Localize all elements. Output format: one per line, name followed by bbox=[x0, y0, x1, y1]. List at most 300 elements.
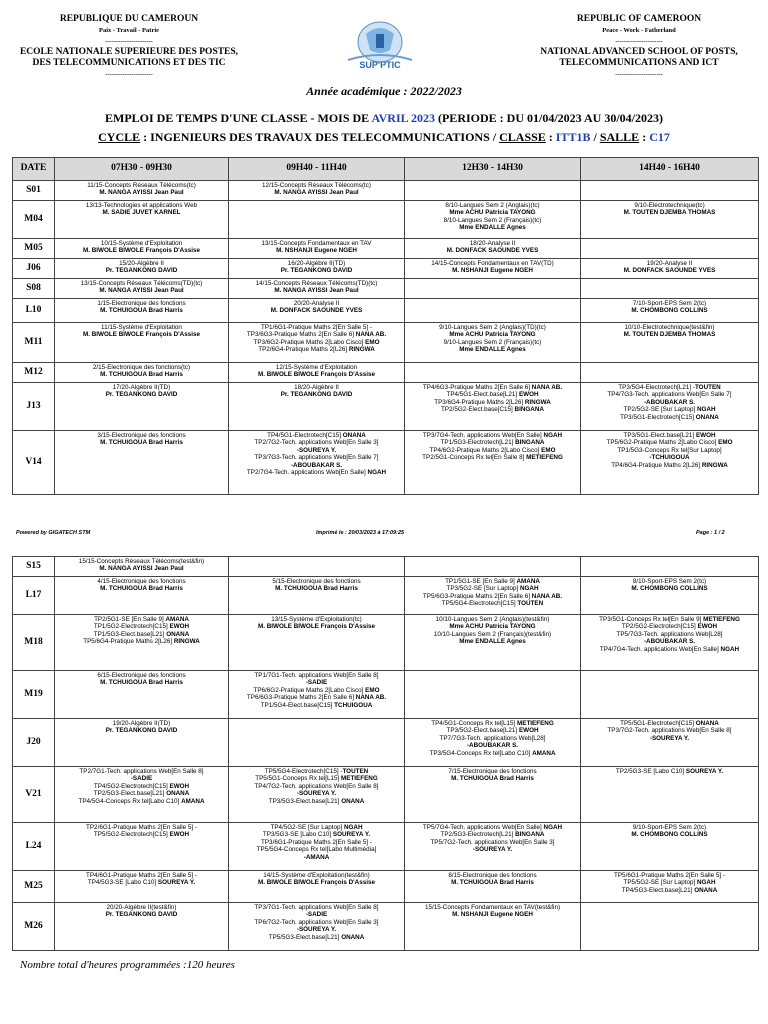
timetable-page-2 bbox=[12, 556, 759, 951]
session-line bbox=[231, 339, 402, 346]
teacher-name: TCHUIGOUA bbox=[334, 701, 373, 709]
session-line bbox=[231, 824, 402, 831]
session-line bbox=[57, 798, 226, 805]
session-line bbox=[231, 846, 402, 853]
teacher-name: M. NANGA AYISSI Jean Paul bbox=[274, 287, 359, 295]
teacher-name: NGAH bbox=[720, 645, 740, 653]
teacher-name: -ABOUBAKAR S. bbox=[290, 461, 343, 469]
teacher-name: Pr. TEGANKONG DAVID bbox=[105, 727, 178, 735]
course-text: TP2/5G3-Electrotech[L21] bbox=[440, 831, 516, 839]
session-line bbox=[231, 702, 402, 709]
table-row bbox=[13, 903, 759, 951]
teacher-name: M. DONFACK SAOUNDE YVES bbox=[446, 247, 539, 255]
session-line bbox=[407, 600, 578, 607]
teacher-name: -SADIE bbox=[130, 775, 153, 783]
course-text: TP4/5G2-Electrotech[C15] bbox=[93, 782, 170, 790]
session-line bbox=[57, 307, 226, 314]
teacher-name: Mme ENDALLE Agnes bbox=[459, 224, 526, 232]
course-text: 10/10-Langues Sem 2 (Anglais)(test&fin) bbox=[435, 616, 550, 623]
course-text: 13/15-Concepts Réseaux Télécoms(TD)(tc) bbox=[80, 280, 203, 287]
teacher-name: M. CHOMBONG COLLINS bbox=[631, 307, 708, 315]
divider: ---------------------- bbox=[105, 38, 153, 45]
session-cell bbox=[405, 201, 581, 239]
course-text: 16/20-Algèbre II(TD) bbox=[287, 260, 346, 267]
teacher-name: M. TOUTEN DJEMBA THOMAS bbox=[623, 331, 716, 339]
teacher-name: -SOUREYA Y. bbox=[296, 926, 337, 934]
teacher-name: EMO bbox=[365, 686, 380, 694]
course-text: 5/15-Electronique des fonctions bbox=[272, 578, 361, 585]
session-line bbox=[583, 209, 756, 216]
session-cell bbox=[55, 363, 229, 383]
teacher-name: EMO bbox=[718, 439, 733, 447]
session-line bbox=[407, 339, 578, 346]
course-text: 8/10-Langues Sem 2 (Anglais)(tc) bbox=[445, 202, 540, 209]
salle-value: C17 bbox=[649, 130, 670, 144]
course-text: TP4/6G4-Pratique Maths 2[L26] bbox=[611, 461, 702, 469]
course-text: 18/20-Algèbre II bbox=[294, 384, 339, 391]
session-line bbox=[57, 267, 226, 274]
session-line bbox=[583, 406, 756, 413]
session-line bbox=[407, 209, 578, 216]
session-line bbox=[407, 638, 578, 645]
course-text: 10/15-Système d'Exploitation bbox=[100, 240, 183, 247]
course-text: 8/10-Langues Sem 2 (Français)(tc) bbox=[443, 216, 542, 224]
session-line bbox=[231, 831, 402, 838]
session-line bbox=[407, 879, 578, 886]
day-cell: S15 bbox=[13, 557, 55, 577]
session-cell bbox=[229, 239, 405, 259]
session-line bbox=[583, 646, 756, 653]
teacher-name: SOUREYA Y. bbox=[685, 768, 724, 775]
course-text: 20/20-Algèbre II(test&fin) bbox=[106, 904, 177, 911]
course-text: 14/15-Concepts Réseaux Télécoms(TD)(tc) bbox=[255, 280, 378, 287]
day-cell: M25 bbox=[13, 871, 55, 903]
teacher-name: Mme ACHU Patricia TAYONG bbox=[449, 209, 536, 217]
session-cell bbox=[55, 279, 229, 299]
session-cell bbox=[55, 259, 229, 279]
course-text: 7/10-Sport-EPS Sem 2(tc) bbox=[632, 300, 707, 307]
course-text: TP4/7G3-Tech. applications Web[En Salle 7] bbox=[607, 391, 732, 399]
session-cell bbox=[229, 823, 405, 871]
session-cell bbox=[229, 431, 405, 495]
teacher-name: ONANA bbox=[695, 413, 719, 421]
session-line bbox=[231, 462, 402, 469]
teacher-name: M. BIWOLE BIWOLE François D'Assise bbox=[258, 371, 375, 379]
session-cell bbox=[581, 363, 759, 383]
session-cell bbox=[405, 239, 581, 259]
session-line bbox=[57, 280, 226, 287]
column-header: 12H30 - 14H30 bbox=[405, 158, 581, 181]
course-text: TP7/7G3-Tech. applications Web[L28] bbox=[439, 734, 546, 742]
session-line bbox=[583, 447, 756, 454]
session-cell bbox=[405, 823, 581, 871]
course-text: TP3/5G3-Elect.base[L21] bbox=[268, 797, 342, 805]
session-cell bbox=[405, 383, 581, 431]
course-text: 17/20-Algèbre II(TD) bbox=[112, 384, 171, 391]
session-line bbox=[583, 887, 756, 894]
school-logo bbox=[338, 20, 422, 72]
teacher-name: RINGWA bbox=[524, 398, 551, 406]
session-cell bbox=[581, 279, 759, 299]
teacher-name: M. NSHANJI Eugene NGEH bbox=[452, 911, 533, 919]
table-row bbox=[13, 615, 759, 671]
teacher-name: Mme ACHU Patricia TAYONG bbox=[449, 331, 536, 339]
session-line bbox=[231, 911, 402, 918]
session-line bbox=[407, 578, 578, 585]
day-cell: M11 bbox=[13, 323, 55, 363]
session-cell bbox=[581, 823, 759, 871]
course-text: TP5/5G4-Conceps Rx tel[Labo Multimédia] bbox=[256, 846, 377, 854]
session-line bbox=[407, 616, 578, 623]
session-line bbox=[231, 775, 402, 782]
teacher-name: -ABOUBAKAR S. bbox=[643, 398, 696, 406]
session-line bbox=[231, 371, 402, 378]
session-line bbox=[407, 399, 578, 406]
teacher-name: M. BIWOLE BIWOLE François D'Assise bbox=[258, 623, 375, 631]
page-footer bbox=[16, 530, 756, 542]
session-line bbox=[231, 439, 402, 446]
teacher-name: -SOUREYA Y. bbox=[296, 790, 337, 798]
session-line bbox=[583, 331, 756, 338]
session-line bbox=[583, 432, 756, 439]
session-line bbox=[57, 768, 226, 775]
session-line bbox=[57, 872, 226, 879]
session-line bbox=[583, 267, 756, 274]
table-row bbox=[13, 577, 759, 615]
teacher-name: -SOUREYA Y. bbox=[296, 446, 337, 454]
session-line bbox=[407, 872, 578, 879]
session-line bbox=[231, 839, 402, 846]
teacher-name: METIEFENG bbox=[703, 616, 740, 623]
teacher-name: ONANA bbox=[166, 630, 190, 638]
session-cell bbox=[229, 299, 405, 323]
session-line bbox=[407, 346, 578, 353]
session-cell bbox=[405, 903, 581, 951]
session-line bbox=[583, 260, 756, 267]
session-line bbox=[231, 384, 402, 391]
session-cell bbox=[55, 239, 229, 259]
session-cell bbox=[55, 323, 229, 363]
session-line bbox=[407, 260, 578, 267]
session-line bbox=[231, 687, 402, 694]
course-text: TP5/5G4-Electrotech[C15] bbox=[441, 600, 518, 608]
course-text: TP6/6G2-Pratique Maths 2[Labo Cisco] bbox=[253, 686, 366, 694]
teacher-name: NANA AB. bbox=[531, 384, 563, 391]
separator: : bbox=[639, 130, 650, 144]
session-cell bbox=[229, 671, 405, 719]
course-text: TP1/5G2-Electrotech[C15] bbox=[93, 623, 170, 631]
session-cell bbox=[405, 181, 581, 201]
session-cell bbox=[405, 671, 581, 719]
session-line bbox=[407, 750, 578, 757]
session-cell bbox=[581, 383, 759, 431]
table-row bbox=[13, 823, 759, 871]
session-cell bbox=[55, 181, 229, 201]
course-text: TP5/6G2-Pratique Maths 2[Labo Cisco] bbox=[606, 439, 719, 447]
session-line bbox=[583, 585, 756, 592]
course-text: 12/15-Concepts Réseaux Télécoms(tc) bbox=[261, 182, 372, 189]
session-cell bbox=[405, 577, 581, 615]
teacher-name: M. SADIE JUVET KARNEL bbox=[102, 209, 181, 217]
session-cell bbox=[581, 577, 759, 615]
session-line bbox=[407, 904, 578, 911]
course-text: TP4/6G1-Pratique Maths 2[En Salle 5] - bbox=[86, 872, 197, 879]
separator: / bbox=[590, 130, 600, 144]
column-header: DATE bbox=[13, 158, 55, 181]
session-line bbox=[57, 638, 226, 645]
class-info bbox=[0, 130, 768, 145]
session-line bbox=[407, 768, 578, 775]
session-line bbox=[57, 287, 226, 294]
session-line bbox=[583, 324, 756, 331]
course-text: TP2/6G1-Pratique Maths 2[En Salle 5] - bbox=[86, 824, 197, 831]
course-text: TP1/5G3-Elect.base[L21] bbox=[93, 630, 167, 638]
session-cell bbox=[405, 323, 581, 363]
session-line bbox=[407, 384, 578, 391]
motto-en: Peace - Work - Fatherland bbox=[602, 27, 676, 34]
teacher-name: M. TCHUIGOUA Brad Harris bbox=[100, 585, 183, 593]
teacher-name: NGAH bbox=[543, 432, 563, 439]
academic-year: Année académique : 2022/2023 bbox=[306, 84, 462, 98]
table-row bbox=[13, 383, 759, 431]
course-text: 15/20-Algèbre II bbox=[119, 260, 164, 267]
course-text: TP3/6G2-Pratique Maths 2[Labo Cisco] bbox=[253, 338, 366, 346]
course-text: 6/15-Electronique des fonctions bbox=[97, 672, 186, 679]
course-text: 10/10-Electrotechnique(test&fin) bbox=[624, 324, 715, 331]
course-text: 15/15-Concepts Fondamentaux en TAV(test&fin) bbox=[424, 904, 561, 911]
session-line bbox=[583, 872, 756, 879]
course-text: TP3/5G4-Conceps Rx tel[Labo C10] bbox=[429, 749, 533, 757]
session-line bbox=[57, 616, 226, 623]
classe-value: ITT1B bbox=[555, 130, 591, 144]
session-cell bbox=[229, 181, 405, 201]
day-cell: J13 bbox=[13, 383, 55, 431]
day-cell: L17 bbox=[13, 577, 55, 615]
table-row bbox=[13, 557, 759, 577]
session-line bbox=[231, 872, 402, 879]
session-cell bbox=[55, 671, 229, 719]
session-cell bbox=[405, 299, 581, 323]
course-text: TP3/5G2-SE [Sur Laptop] bbox=[446, 585, 520, 593]
session-line bbox=[583, 631, 756, 638]
session-line bbox=[231, 578, 402, 585]
day-cell: M18 bbox=[13, 615, 55, 671]
session-line bbox=[583, 384, 756, 391]
course-text: TP4/6G2-Pratique Maths 2[Labo Cisco] bbox=[429, 446, 542, 454]
course-text: 8/15-Electronique des fonctions bbox=[448, 872, 537, 879]
teacher-name: AMANA bbox=[516, 578, 540, 585]
session-cell bbox=[581, 259, 759, 279]
teacher-name: M. TCHUIGOUA Brad Harris bbox=[275, 585, 358, 593]
table-row bbox=[13, 671, 759, 719]
teacher-name: NGAH bbox=[543, 824, 563, 831]
course-text: TP2/5G3-SE [Labo C10] bbox=[615, 768, 686, 775]
teacher-name: M. DONFACK SAOUNDE YVES bbox=[270, 307, 363, 315]
session-line bbox=[57, 679, 226, 686]
session-line bbox=[231, 783, 402, 790]
session-line bbox=[231, 790, 402, 797]
day-cell: S08 bbox=[13, 279, 55, 299]
session-line bbox=[407, 267, 578, 274]
session-cell bbox=[581, 201, 759, 239]
session-line bbox=[583, 300, 756, 307]
session-line bbox=[583, 391, 756, 398]
session-line bbox=[407, 406, 578, 413]
course-text: 12/15-Système d'Exploitation bbox=[275, 364, 358, 371]
logo-text: SUP'PTIC bbox=[359, 60, 401, 70]
session-cell bbox=[229, 903, 405, 951]
teacher-name: TOUTEN bbox=[342, 768, 369, 775]
session-line bbox=[407, 585, 578, 592]
session-line bbox=[407, 911, 578, 918]
session-line bbox=[583, 578, 756, 585]
course-text: TP5/7G2-Tech. applications Web[En Salle 3] bbox=[430, 838, 555, 846]
session-line bbox=[231, 240, 402, 247]
session-line bbox=[231, 623, 402, 630]
teacher-name: M. BIWOLE BIWOLE François D'Assise bbox=[83, 331, 200, 339]
table-row bbox=[13, 871, 759, 903]
course-text: TP2/7G2-Tech. applications Web[En Salle 3] bbox=[254, 439, 379, 447]
course-text: 11/15-Concepts Réseaux Télécoms(tc) bbox=[87, 182, 196, 189]
day-cell: J20 bbox=[13, 719, 55, 767]
session-cell bbox=[55, 903, 229, 951]
session-cell bbox=[55, 201, 229, 239]
session-line bbox=[57, 384, 226, 391]
course-text: TP6/7G2-Tech. applications Web[En Salle 3] bbox=[254, 918, 379, 926]
course-text: TP2/5G2-Electrotech[C15] bbox=[621, 623, 698, 631]
divider: ---------------------- bbox=[615, 38, 663, 45]
session-cell bbox=[229, 767, 405, 823]
course-text: TP1/5G4-Elect.base[C15] bbox=[260, 701, 335, 709]
teacher-name: Mme ENDALLE Agnes bbox=[459, 346, 526, 354]
session-line bbox=[57, 879, 226, 886]
course-text: 14/15-Concepts Fondamentaux en TAV(TD) bbox=[431, 260, 554, 267]
session-cell bbox=[55, 871, 229, 903]
teacher-name: AMANA bbox=[165, 616, 189, 623]
session-cell bbox=[229, 383, 405, 431]
session-line bbox=[407, 324, 578, 331]
powered-by: Powered by GIGATECH STM bbox=[16, 530, 91, 536]
teacher-name: M. TCHUIGOUA Brad Harris bbox=[100, 307, 183, 315]
session-cell bbox=[581, 719, 759, 767]
course-text: TP2/6G4-Pratique Maths 2[L26] bbox=[258, 346, 349, 354]
session-line bbox=[231, 331, 402, 338]
day-cell: L24 bbox=[13, 823, 55, 871]
course-text: TP4/5G4-Conceps Rx tel[Labo C10] bbox=[78, 797, 182, 805]
country-en: REPUBLIC OF CAMEROON bbox=[576, 14, 702, 24]
teacher-name: -SADIE bbox=[305, 911, 328, 919]
course-text: 2/15-Electronique des fonctions(tc) bbox=[92, 364, 191, 371]
teacher-name: NGAH bbox=[696, 406, 716, 414]
session-line bbox=[57, 585, 226, 592]
session-cell bbox=[229, 871, 405, 903]
session-cell bbox=[581, 323, 759, 363]
course-text: 20/20-Analyse II bbox=[293, 300, 340, 307]
teacher-name: Mme ACHU Patricia TAYONG bbox=[449, 623, 536, 631]
session-line bbox=[57, 831, 226, 838]
session-line bbox=[583, 616, 756, 623]
teacher-name: EWOH bbox=[695, 432, 716, 439]
teacher-name: AMANA bbox=[181, 797, 205, 805]
table-row bbox=[13, 299, 759, 323]
session-line bbox=[407, 202, 578, 209]
teacher-name: BINGANA bbox=[515, 439, 545, 447]
session-cell bbox=[229, 719, 405, 767]
session-line bbox=[407, 720, 578, 727]
session-line bbox=[407, 735, 578, 742]
session-line bbox=[57, 790, 226, 797]
teacher-name: M. NANGA AYISSI Jean Paul bbox=[274, 189, 359, 197]
session-line bbox=[231, 287, 402, 294]
course-text: TP6/6G3-Pratique Maths 2[En Salle 6] bbox=[246, 694, 356, 702]
session-cell bbox=[405, 557, 581, 577]
printed-date: Imprimé le : 20/03/2023 à 17:09:25 bbox=[316, 530, 405, 536]
session-cell bbox=[55, 557, 229, 577]
school-name-en-2: TELECOMMUNICATIONS AND ICT bbox=[559, 58, 719, 68]
table-row bbox=[13, 767, 759, 823]
teacher-name: ONANA bbox=[694, 886, 718, 894]
session-cell bbox=[405, 767, 581, 823]
course-text: TP2/5G2-Elect.base[C15] bbox=[441, 406, 515, 414]
divider: ---------------------- bbox=[105, 71, 153, 78]
course-text: TP5/7G4-Tech. applications Web[En Salle] bbox=[422, 824, 544, 831]
teacher-name: TOUTEN bbox=[694, 384, 721, 391]
course-text: TP3/5G4-Electrotech[L21] - bbox=[618, 384, 695, 391]
session-line bbox=[407, 824, 578, 831]
teacher-name: -ABOUBAKAR S. bbox=[466, 742, 519, 750]
teacher-name: BINGANA bbox=[515, 831, 545, 839]
session-line bbox=[231, 364, 402, 371]
course-text: TP5/5G2-Electrotech[C15] bbox=[93, 831, 170, 839]
session-cell bbox=[581, 239, 759, 259]
session-line bbox=[231, 679, 402, 686]
session-line bbox=[57, 775, 226, 782]
teacher-name: -SOUREYA Y. bbox=[649, 734, 690, 742]
schedule-title bbox=[0, 111, 768, 126]
teacher-name: EWOH bbox=[169, 623, 190, 631]
course-text: TP5/6G4-Pratique Maths 2[L26] bbox=[83, 638, 174, 646]
teacher-name: NGAH bbox=[343, 824, 363, 831]
session-line bbox=[57, 565, 226, 572]
course-text: TP3/7G4-Tech. applications Web[En Salle] bbox=[422, 432, 544, 439]
session-line bbox=[231, 585, 402, 592]
page-number: Page : 1 / 2 bbox=[696, 530, 725, 536]
session-cell bbox=[229, 279, 405, 299]
teacher-name: -AMANA bbox=[303, 853, 330, 861]
session-line bbox=[583, 720, 756, 727]
course-text: 8/10-Sport-EPS Sem 2(tc) bbox=[632, 578, 707, 585]
course-text: 19/20-Algèbre II(TD) bbox=[112, 720, 171, 727]
teacher-name: -SOUREYA Y. bbox=[472, 846, 513, 854]
session-line bbox=[231, 182, 402, 189]
session-line bbox=[231, 469, 402, 476]
teacher-name: NANA AB. bbox=[531, 592, 563, 600]
table-row bbox=[13, 719, 759, 767]
session-line bbox=[583, 638, 756, 645]
header-right bbox=[514, 14, 764, 80]
teacher-name: M. BIWOLE BIWOLE François D'Assise bbox=[258, 879, 375, 887]
session-line bbox=[231, 854, 402, 861]
session-line bbox=[57, 783, 226, 790]
session-line bbox=[583, 399, 756, 406]
course-text: TP3/5G1-Elect.base[L21] bbox=[623, 432, 696, 439]
session-line bbox=[231, 694, 402, 701]
session-line bbox=[407, 224, 578, 231]
course-text: TP4/5G3-Elect.base[L21] bbox=[621, 886, 695, 894]
teacher-name: ONANA bbox=[341, 933, 365, 941]
cycle-value: : INGENIEURS DES TRAVAUX DES TELECOMMUNICATIONS / bbox=[140, 130, 500, 144]
course-text: 10/10-Langues Sem 2 (Français)(test&fin) bbox=[433, 630, 552, 638]
